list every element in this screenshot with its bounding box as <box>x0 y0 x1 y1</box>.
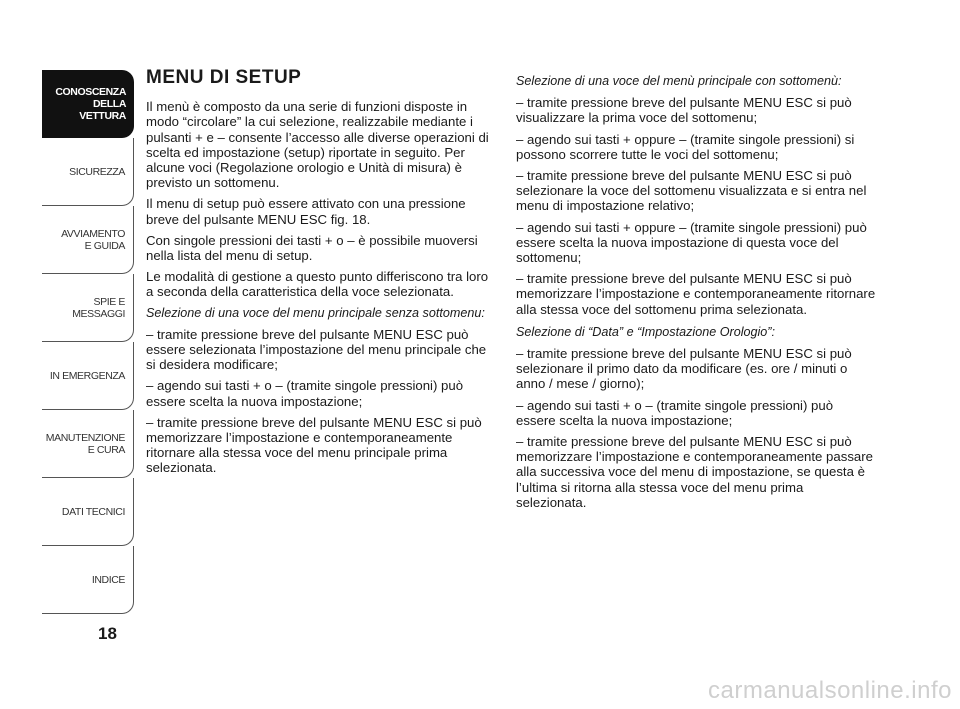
subheading: Selezione di “Data” e “Impostazione Orologio”: <box>516 324 775 339</box>
tab-label: INDICE <box>91 573 125 586</box>
left-column <box>146 67 498 482</box>
list-item: – tramite pressione breve del pulsante MENU ESC si può memorizzare l’impostazione e contemporaneamente passare alla successiva voce del menu di impostazione, se questa è l’ultima si ritorna alla stessa voce del menu prima selezionata. <box>516 434 873 510</box>
tab-avviamento-e-guida[interactable] <box>42 206 134 274</box>
tab-label: SICUREZZA <box>69 165 125 178</box>
tab-conoscenza-della-vettura[interactable] <box>42 70 134 138</box>
watermark: carmanualsonline.info <box>708 677 952 704</box>
paragraph: Il menu di setup può essere attivato con una pressione breve del pulsante MENU ESC fig. 18. <box>146 196 466 227</box>
chapter-sidebar <box>42 70 134 614</box>
tab-in-emergenza[interactable] <box>42 342 134 410</box>
list-item: – agendo sui tasti + oppure – (tramite singole pressioni) può essere scelta la nuova impostazione di questa voce del sottomenu; <box>516 219 867 266</box>
list-item: – tramite pressione breve del pulsante MENU ESC si può selezionare il primo dato da modificare (es. ore / minuti o anno / mese / giorno); <box>516 346 852 392</box>
paragraph: Il menù è composto da una serie di funzioni disposte in modo “circolare” la cui selezione, realizzabile mediante i pulsanti + e – consente l’accesso alle diverse operazioni di scelta ed impostazione (setup) riportate in seguito. Per alcune voci (Regolazione orologio e Unità di misura) è previsto un sottomenu. <box>146 99 489 191</box>
tab-sicurezza[interactable] <box>42 138 134 206</box>
tab-dati-tecnici[interactable] <box>42 478 134 546</box>
list-item: – tramite pressione breve del pulsante MENU ESC si può visualizzare la prima voce del sottomenu; <box>516 95 852 126</box>
tab-label: AVVIAMENTO E GUIDA <box>61 227 125 252</box>
subheading: Selezione di una voce del menù principale con sottomenù: <box>516 74 842 88</box>
list-item: – tramite pressione breve del pulsante MENU ESC si può memorizzare l’impostazione e contemporaneamente ritornare alla stessa voce del sottomenu prima selezionata. <box>516 271 876 317</box>
tab-label: MANUTENZIONE E CURA <box>45 431 125 456</box>
page-title: MENU DI SETUP <box>146 67 302 88</box>
tab-label: IN EMERGENZA <box>49 369 125 382</box>
list-item: – agendo sui tasti + o – (tramite singole pressioni) può essere scelta la nuova impostazione; <box>146 378 464 409</box>
right-column <box>516 70 876 516</box>
tab-label: DATI TECNICI <box>61 505 125 518</box>
tab-label: CONOSCENZA DELLA VETTURA <box>55 86 126 122</box>
tab-label: SPIE E MESSAGGI <box>72 295 125 320</box>
subheading: Selezione di una voce del menu principale senza sottomenu: <box>146 305 485 320</box>
list-item: – agendo sui tasti + oppure – (tramite singole pressioni) si possono scorrere tutte le voci del sottomenu; <box>516 131 855 162</box>
list-item: – agendo sui tasti + o – (tramite singole pressioni) può essere scelta la nuova impostazione; <box>516 397 834 428</box>
tab-manutenzione-e-cura[interactable] <box>42 410 134 478</box>
list-item: – tramite pressione breve del pulsante MENU ESC può essere selezionata l’impostazione del menu principale che si desidera modificare; <box>146 326 487 373</box>
tab-spie-e-messaggi[interactable] <box>42 274 134 342</box>
paragraph: Le modalità di gestione a questo punto differiscono tra loro a seconda della caratteristica della voce selezionata. <box>146 269 489 300</box>
list-item: – tramite pressione breve del pulsante MENU ESC si può memorizzare l’impostazione e contemporaneamente ritornare alla stessa voce del menu principale prima selezionata. <box>146 414 482 476</box>
page-number: 18 <box>98 624 117 643</box>
paragraph: Con singole pressioni dei tasti + o – è possibile muoversi nella lista del menu di setup. <box>146 232 478 264</box>
list-item: – tramite pressione breve del pulsante MENU ESC si può selezionare la voce del sottomenu visualizzata e si entra nel menu di impostazione relativo; <box>516 168 867 214</box>
tab-indice[interactable] <box>42 546 134 614</box>
